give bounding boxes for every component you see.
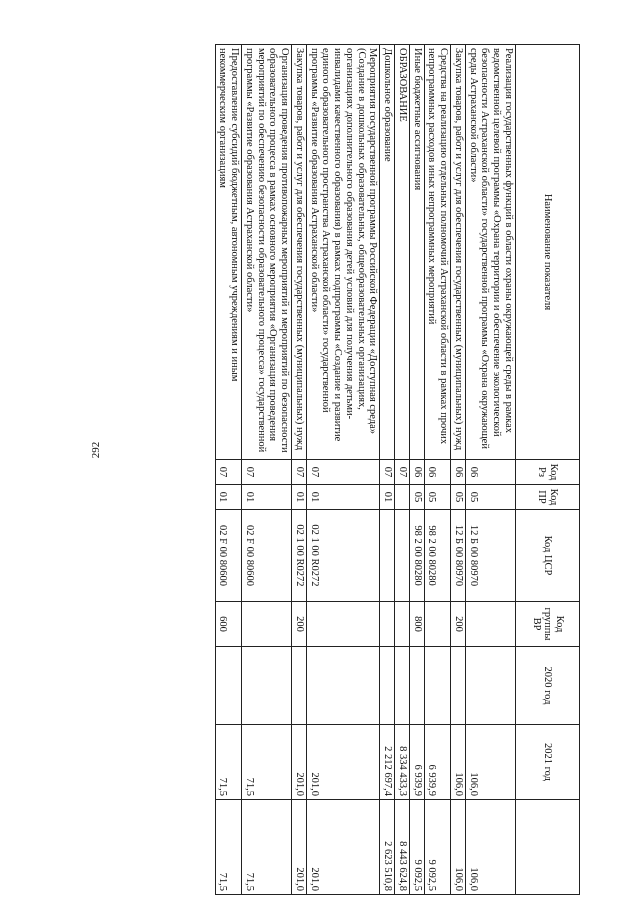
cell-2021: 201,0 [307, 725, 381, 800]
cell-pr: 01 [242, 485, 292, 510]
cell-rz: 07 [395, 460, 410, 485]
table-row [466, 45, 516, 895]
cell-pr: 01 [380, 485, 395, 510]
cell-rz: 07 [292, 460, 307, 485]
cell-2021: 8 334 433,3 [395, 725, 410, 800]
cell-2021: 71,5 [242, 725, 292, 800]
header-2021: 2021 год [516, 725, 580, 800]
cell-2020 [451, 647, 466, 725]
table-row [410, 45, 425, 895]
cell-2020 [466, 647, 516, 725]
cell-2022: 71,5 [242, 800, 292, 895]
page-number: 292 [90, 441, 102, 459]
cell-pr: 05 [466, 485, 516, 510]
cell-rz: 07 [215, 460, 242, 485]
cell-2020 [410, 647, 425, 725]
cell-2020 [380, 647, 395, 725]
cell-csr: 02 F 00 80600 [242, 510, 292, 602]
cell-2021: 106,0 [451, 725, 466, 800]
cell-rz: 06 [451, 460, 466, 485]
cell-2021: 106,0 [466, 725, 516, 800]
cell-pr: 05 [424, 485, 451, 510]
cell-csr: 02 1 00 R0272 [307, 510, 381, 602]
cell-name: Предоставление субсидий бюджетным, автономным учреждениям и иным некоммерческим организациям [215, 45, 242, 460]
cell-pr: 05 [410, 485, 425, 510]
cell-csr [380, 510, 395, 602]
cell-pr: 01 [292, 485, 307, 510]
table-row [307, 45, 381, 895]
cell-vr: 600 [215, 602, 242, 647]
header-2020: 2020 год [516, 647, 580, 725]
cell-name: Закупка товаров, работ и услуг для обеспечения государственных (муниципальных) нужд [451, 45, 466, 460]
cell-rz: 07 [307, 460, 381, 485]
rotated-table-wrapper [215, 44, 580, 894]
header-name: Наименование показателя [516, 45, 580, 460]
cell-pr: 01 [307, 485, 381, 510]
cell-rz: 06 [424, 460, 451, 485]
cell-csr: 98 2 00 80280 [424, 510, 451, 602]
cell-2020 [242, 647, 292, 725]
cell-2021: 2 212 697,4 [380, 725, 395, 800]
cell-rz: 07 [380, 460, 395, 485]
cell-2021: 71,5 [215, 725, 242, 800]
header-rz: Код Рз [516, 460, 580, 485]
cell-2022: 201,0 [292, 800, 307, 895]
cell-2022: 106,0 [451, 800, 466, 895]
cell-pr: 05 [451, 485, 466, 510]
table-row [451, 45, 466, 895]
cell-csr: 12 Б 00 80970 [466, 510, 516, 602]
cell-2022: 106,0 [466, 800, 516, 895]
cell-2020 [395, 647, 410, 725]
cell-csr: 12 Б 00 80970 [451, 510, 466, 602]
cell-2020 [424, 647, 451, 725]
cell-csr: 02 1 00 R0272 [292, 510, 307, 602]
header-csr: Код ЦСР [516, 510, 580, 602]
table-row [215, 45, 242, 895]
cell-vr [307, 602, 381, 647]
cell-vr: 800 [410, 602, 425, 647]
cell-name: Мероприятия государственной программы Российской Федерации «Доступная среда» (Создание в дошкольных образовательных, общеобразовательных организациях, организациях дополнительного образования детей условий для получения детьми-инвалидами качественного образования) в рамках подпрограммы «Создание и развитие единого образовательного пространства Астраханской области» государственной программы «Развитие образования Астраханской области» [307, 45, 381, 460]
cell-vr [424, 602, 451, 647]
cell-vr [242, 602, 292, 647]
table-body [215, 45, 515, 895]
table-row [424, 45, 451, 895]
cell-name: Средства на реализацию отдельных полномочий Астраханской области в рамках прочих непрограммных расходов иных непрограммных мероприятий [424, 45, 451, 460]
cell-vr: 200 [292, 602, 307, 647]
cell-name: Дошкольное образование [380, 45, 395, 460]
cell-vr: 200 [451, 602, 466, 647]
cell-name: Иные бюджетные ассигнования [410, 45, 425, 460]
cell-name: Реализация государственных функций в области охраны окружающей среды в рамках ведомственной целевой программы «Охрана территории и обеспечение экологической безопасности Астраханской области» государственной программы «Охрана окружающей среды Астраханской области» [466, 45, 516, 460]
header-blank [516, 800, 580, 895]
cell-vr [466, 602, 516, 647]
cell-2022: 71,5 [215, 800, 242, 895]
cell-pr: 01 [215, 485, 242, 510]
cell-pr [395, 485, 410, 510]
budget-table [215, 44, 580, 895]
cell-2020 [307, 647, 381, 725]
table-row [395, 45, 410, 895]
table-row [242, 45, 292, 895]
cell-csr: 02 F 00 80600 [215, 510, 242, 602]
cell-name: Закупка товаров, работ и услуг для обеспечения государственных (муниципальных) нужд [292, 45, 307, 460]
header-vr: Код группы ВР [516, 602, 580, 647]
cell-2021: 6 939,9 [410, 725, 425, 800]
table-row [292, 45, 307, 895]
cell-rz: 06 [410, 460, 425, 485]
table-row [380, 45, 395, 895]
cell-csr: 98 2 00 80280 [410, 510, 425, 602]
cell-name: ОБРАЗОВАНИЕ [395, 45, 410, 460]
cell-2022: 201,0 [307, 800, 381, 895]
cell-rz: 06 [466, 460, 516, 485]
header-row [516, 45, 580, 895]
cell-vr [380, 602, 395, 647]
cell-2021: 201,0 [292, 725, 307, 800]
cell-2021: 6 939,9 [424, 725, 451, 800]
cell-2022: 9 092,5 [410, 800, 425, 895]
cell-csr [395, 510, 410, 602]
cell-2022: 2 623 510,8 [380, 800, 395, 895]
cell-2022: 9 092,5 [424, 800, 451, 895]
cell-name: Организация проведения противопожарных мероприятий и мероприятий по безопасности образовательного процесса в рамках основного мероприятия «Организация проведения мероприятий по обеспечению безопасности образовательного процесса» государственной программы «Развитие образования Астраханской области» [242, 45, 292, 460]
cell-2022: 8 443 624,8 [395, 800, 410, 895]
cell-vr [395, 602, 410, 647]
header-pr: Код ПР [516, 485, 580, 510]
cell-rz: 07 [242, 460, 292, 485]
cell-2020 [215, 647, 242, 725]
cell-2020 [292, 647, 307, 725]
